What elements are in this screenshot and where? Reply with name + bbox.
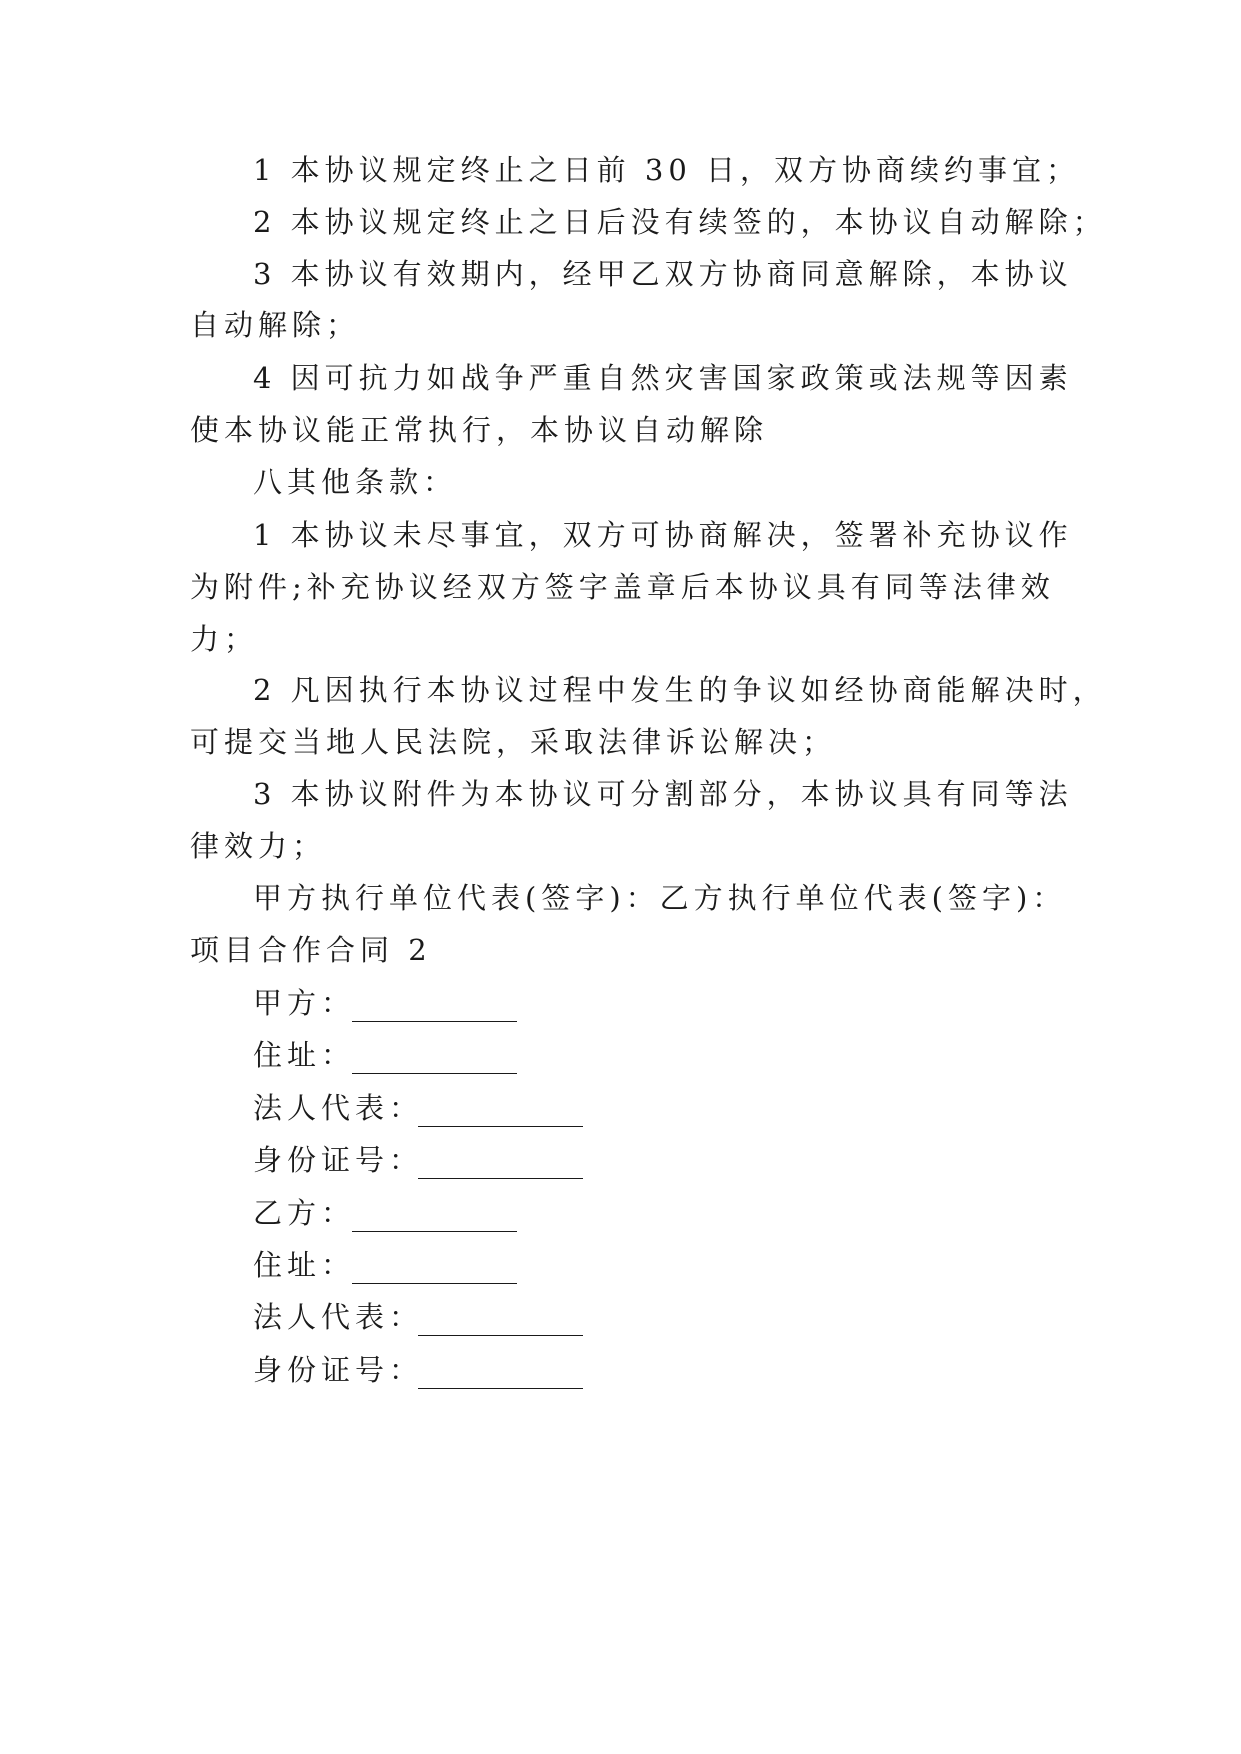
party-b-id-label: 身份证号： — [253, 1353, 424, 1387]
clause-renewal: 1 本协议规定终止之日前 30 日，双方协商续约事宜； — [253, 153, 1081, 187]
party-a-legal-rep-blank — [418, 1126, 583, 1127]
party-b-address-label: 住址： — [253, 1248, 356, 1282]
party-a-legal-rep-label: 法人代表： — [253, 1091, 424, 1125]
party-b-legal-rep-label: 法人代表： — [253, 1300, 424, 1334]
party-a-blank — [352, 1021, 517, 1022]
clause-supplement-cont: 为附件;补充协议经双方签字盖章后本协议具有同等法律效 — [190, 570, 1055, 604]
clause-auto-termination: 2 本协议规定终止之日后没有续签的，本协议自动解除； — [253, 205, 1107, 239]
clause-mutual-termination-cont: 自动解除； — [190, 308, 361, 342]
party-b-label: 乙方： — [253, 1196, 356, 1230]
contract-title: 项目合作合同 2 — [190, 933, 432, 967]
clause-force-majeure-cont: 使本协议能正常执行，本协议自动解除 — [190, 413, 769, 447]
party-b-blank — [352, 1231, 517, 1232]
party-b-legal-rep-blank — [418, 1335, 583, 1336]
clause-dispute-cont: 可提交当地人民法院，采取法律诉讼解决； — [190, 725, 837, 759]
party-a-id-blank — [418, 1178, 583, 1179]
party-b-id-blank — [418, 1388, 583, 1389]
signature-line: 甲方执行单位代表(签字)：乙方执行单位代表(签字)： — [253, 881, 1067, 915]
clause-supplement: 1 本协议未尽事宜，双方可协商解决，签署补充协议作 — [253, 518, 1073, 552]
clause-mutual-termination: 3 本协议有效期内，经甲乙双方协商同意解除，本协议 — [253, 257, 1073, 291]
clause-attachment-cont: 律效力； — [190, 829, 327, 863]
clause-supplement-end: 力； — [190, 622, 259, 656]
clause-dispute: 2 凡因执行本协议过程中发生的争议如经协商能解决时， — [253, 673, 1107, 707]
party-a-label: 甲方： — [253, 986, 356, 1020]
clause-attachment: 3 本协议附件为本协议可分割部分，本协议具有同等法 — [253, 777, 1073, 811]
clause-force-majeure: 4 因可抗力如战争严重自然灾害国家政策或法规等因素 — [253, 361, 1073, 395]
party-b-address-blank — [352, 1283, 517, 1284]
party-a-id-label: 身份证号： — [253, 1143, 424, 1177]
party-a-address-blank — [352, 1073, 517, 1074]
party-a-address-label: 住址： — [253, 1038, 356, 1072]
section-heading-other-terms: 八其他条款： — [253, 465, 458, 499]
